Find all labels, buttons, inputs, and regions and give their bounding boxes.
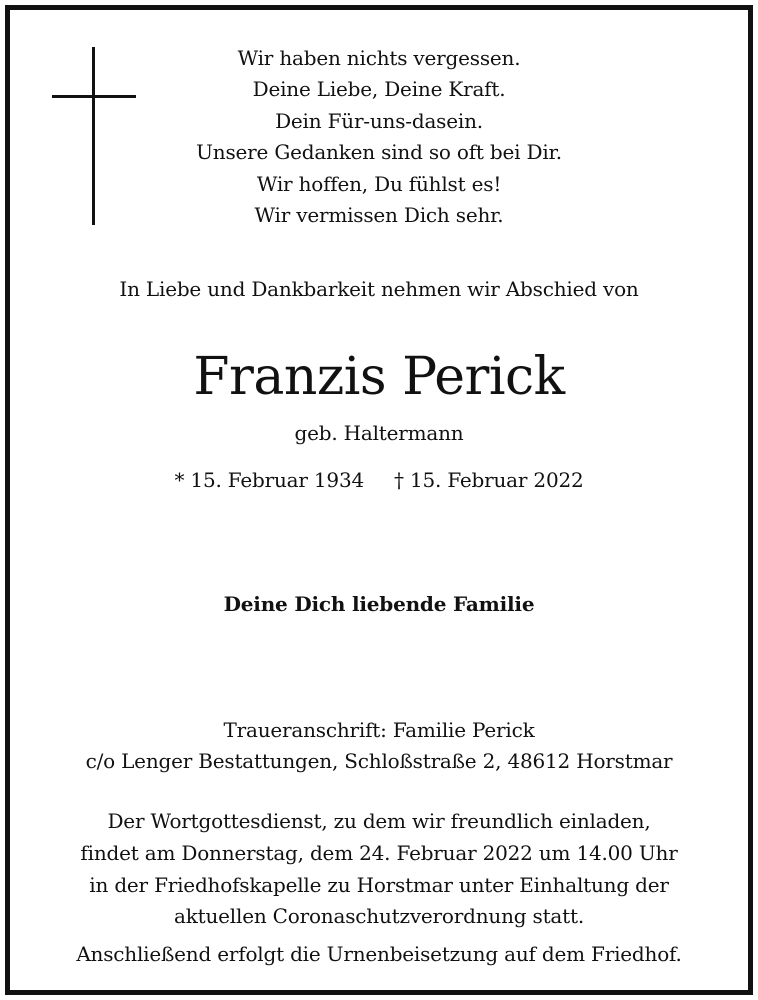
service-line-2: findet am Donnerstag, dem 24. Februar 2022 um 14.00 Uhr bbox=[80, 841, 678, 865]
cross-icon bbox=[52, 47, 136, 225]
death-date: † 15. Februar 2022 bbox=[394, 468, 584, 492]
cross-vertical-bar bbox=[92, 47, 95, 225]
poem-line-3: Dein Für-uns-dasein. bbox=[275, 109, 483, 133]
poem-line-1: Wir haben nichts vergessen. bbox=[237, 46, 521, 70]
service-line-3: in der Friedhofskapelle zu Horstmar unter Einhaltung der bbox=[89, 873, 669, 897]
family-signature: Deine Dich liebende Familie bbox=[223, 592, 535, 616]
service-line-1: Der Wortgottesdienst, zu dem wir freundlich einladen, bbox=[107, 809, 651, 833]
address-line-2: c/o Lenger Bestattungen, Schloßstraße 2, 48612 Horstmar bbox=[85, 749, 673, 773]
deceased-name: Franzis Perick bbox=[193, 347, 565, 407]
farewell-intro: In Liebe und Dankbarkeit nehmen wir Abschied von bbox=[119, 277, 639, 301]
poem-line-2: Deine Liebe, Deine Kraft. bbox=[252, 77, 506, 101]
poem-line-6: Wir vermissen Dich sehr. bbox=[254, 203, 504, 227]
service-line-4: aktuellen Coronaschutzverordnung statt. bbox=[174, 904, 584, 928]
birth-date: * 15. Februar 1934 bbox=[174, 468, 364, 492]
poem-line-4: Unsere Gedanken sind so oft bei Dir. bbox=[196, 140, 562, 164]
burial-note: Anschließend erfolgt die Urnenbeisetzung auf dem Friedhof. bbox=[76, 942, 682, 966]
address-line-1: Traueranschrift: Familie Perick bbox=[223, 718, 535, 742]
life-dates bbox=[20, 466, 738, 494]
poem-line-5: Wir hoffen, Du fühlst es! bbox=[256, 172, 502, 196]
maiden-name: geb. Haltermann bbox=[294, 421, 464, 445]
